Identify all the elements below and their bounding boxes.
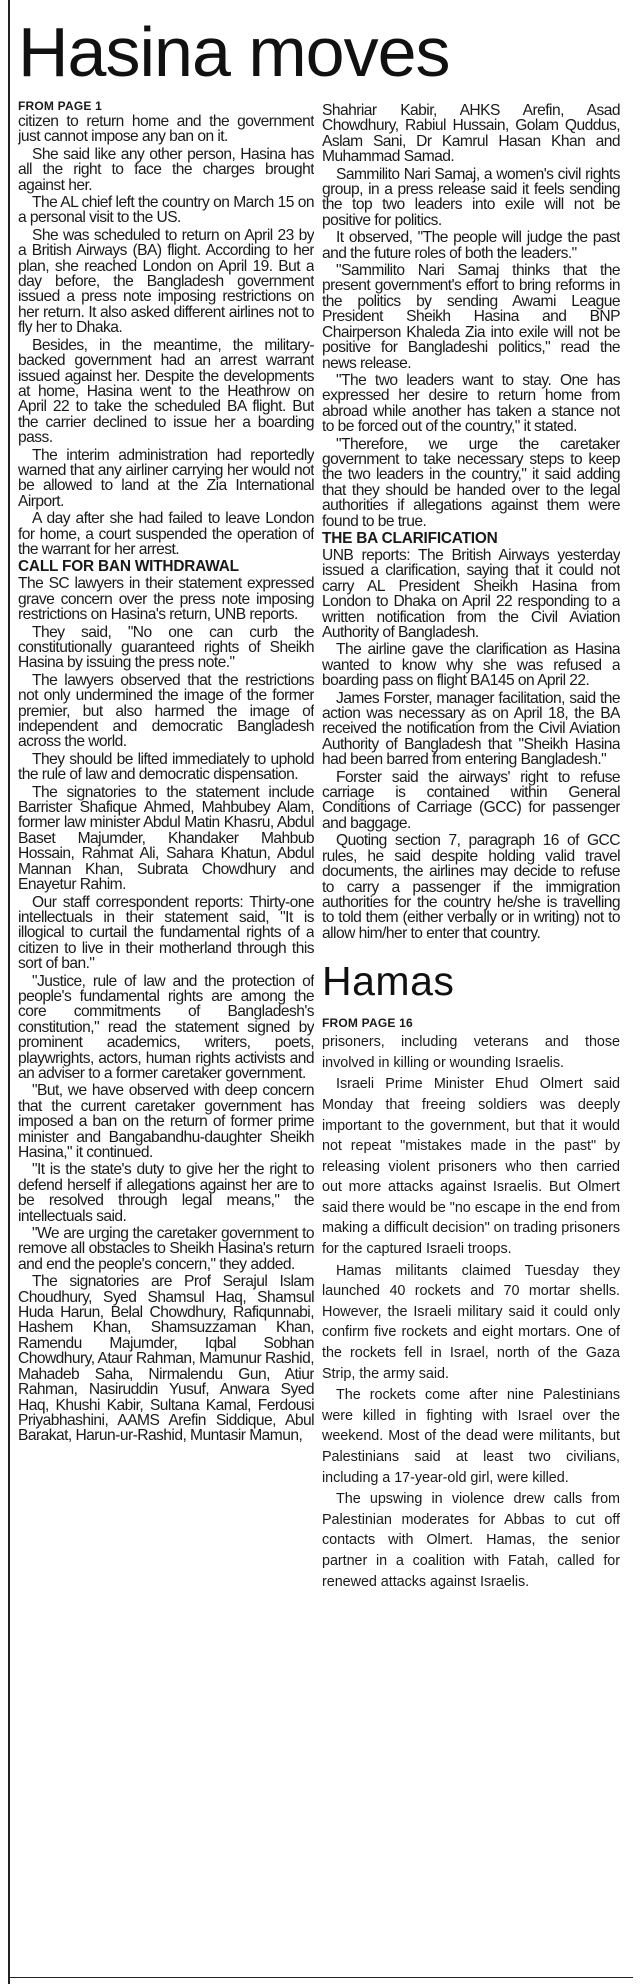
paragraph: "Therefore, we urge the caretaker government to take necessary steps to keep the two leaders in the country," it said adding that they should be handed over to the legal authorities if allegations against them were found to be true. (322, 435, 620, 530)
paragraph: Our staff correspondent reports: Thirty-one intellectuals in their statement said, "It is illogical to curtail the fundamental rights of a citizen to live in their motherland through this sort of ban." (18, 893, 314, 973)
paragraph: "Justice, rule of law and the protection of people's fundamental rights are among the core commitments of Bangladesh's constitution," read the statement signed by prominent academics, writers, poets, playwrights, actors, human rights activists and an adviser to a former caretaker government. (18, 972, 314, 1082)
paragraph: prisoners, including veterans and those involved in killing or wounding Israelis. (322, 1034, 620, 1071)
left-column (18, 98, 314, 1978)
paragraph: The SC lawyers in their statement expressed grave concern over the press note imposing restrictions on Hasina's return, UNB reports. (18, 575, 314, 624)
paragraph: The upswing in violence drew calls from Palestinian moderates for Abbas to cut off contacts with Olmert. Hamas, the senior partner in a coalition with Fatah, called for renewed attacks against Israelis. (322, 1491, 620, 1590)
hamas-headline: Hamas (322, 958, 455, 1005)
paragraph: They said, "No one can curb the constitutionally guaranteed rights of Sheikh Hasina by issuing the press note." (18, 623, 314, 672)
paragraph: "But, we have observed with deep concern that the current caretaker government has imposed a ban on the return of former prime minister and Bangabandhu-daughter Sheikh Hasina," it continued. (18, 1082, 314, 1161)
paragraph: A day after she had failed to leave London for home, a court suspended the operation of the warrant for her arrest. (18, 510, 314, 558)
paragraph: UNB reports: The British Airways yesterday issued a clarification, saying that it could not carry AL President Sheikh Hasina from London to Dhaka on April 22 responding to a written notification from the Civil Aviation Authority of Bangladesh. (322, 546, 620, 641)
paragraph: The airline gave the clarification as Hasina wanted to know why she was refused a boarding pass on flight BA145 on April 22. (322, 641, 620, 690)
right-column (322, 103, 620, 1983)
bottom-rule (8, 1977, 633, 1978)
paragraph: "Sammilito Nari Samaj thinks that the present government's effort to bring reforms in the politics by sending Awami League President Sheikh Hasina and BNP Chairperson Khaleda Zia into exile will not be positive for Bangladeshi politics," read the news release. (322, 262, 620, 372)
paragraph: They should be lifted immediately to uphold the rule of law and democratic dispensation. (18, 750, 314, 784)
jump-line: FROM PAGE 16 (322, 1016, 413, 1031)
paragraph: "We are urging the caretaker government to remove all obstacles to Sheikh Hasina's return and end the people's concern," they added. (18, 1225, 314, 1273)
paragraph: Shahriar Kabir, AHKS Arefin, Asad Chowdhury, Rabiul Hussain, Golam Quddus, Aslam Sani, Dr Kamrul Hasan Khan and Muhammad Samad. (322, 103, 620, 166)
paragraph: It observed, "The people will judge the past and the future roles of both the leaders." (322, 229, 620, 262)
hamas-article-body (322, 1015, 620, 1592)
paragraph: Hamas militants claimed Tuesday they launched 40 rockets and 70 mortar shells. However, the Israeli military said it could only confirm five rockets and eight mortars. One of the rockets fell in Israel, north of the Gaza Strip, the army said. (322, 1262, 620, 1382)
article-headline: Hasina moves (18, 13, 450, 91)
paragraph: Quoting section 7, paragraph 16 of GCC rules, he said despite holding valid travel documents, the airlines may decide to refuse to carry a passenger if the immigration authorities for the country he/she is travelling to told them (either verbally or in writing) not to allow him/her to enter that country. (322, 832, 620, 942)
paragraph: She said like any other person, Hasina has all the right to face the charges brought against her. (18, 145, 314, 194)
paragraph: The signatories are Prof Serajul Islam Choudhury, Syed Shamsul Haq, Shamsul Huda Harun, Belal Chowdhury, Rafiqunnabi, Hashem Khan, Shamsuzzaman Khan, Ramendu Majumder, Iqbal Sobhan Chowdhury, Ataur Rahman, Mamunur Rashid, Mahadeb Saha, Nirmalendu Gun, Atiur Rahman, Nasiruddin Yusuf, Anwara Syed Haq, Khushi Kabir, Sultana Kamal, Ferdousi Priyabhashini, AAMS Arefin Siddique, Abul Barakat, Harun-ur-Rashid, Muntasir Mamun, (18, 1273, 314, 1445)
section-subhead: CALL FOR BAN WITHDRAWAL (18, 558, 239, 576)
paragraph: The rockets come after nine Palestinians were killed in fighting with Israel over the weekend. Most of the dead were militants, but Palestinians said at least two civilians, including a 17-year-old girl, were killed. (322, 1387, 620, 1486)
paragraph: "It is the state's duty to give her the right to defend herself if allegations against her are to be resolved through legal means," the intellectuals said. (18, 1161, 314, 1225)
paragraph: Israeli Prime Minister Ehud Olmert said Monday that freeing soldiers was deeply important to the government, but that it would not repeat "mistakes made in the past" by releasing violent prisoners who then carried out more attacks against Israelis. But Olmert said there would be "no escape in the end from making a difficult decision" on trading prisoners for the captured Israeli troops. (322, 1076, 620, 1258)
paragraph: The interim administration had reportedly warned that any airliner carrying her would not be allowed to land at the Zia International Airport. (18, 446, 314, 510)
paragraph: citizen to return home and the government just cannot impose any ban on it. (18, 113, 314, 146)
paragraph: "The two leaders want to stay. One has expressed her desire to return home from abroad while another has taken a stance not to be forced out of the country," it stated. (322, 371, 620, 436)
jump-line: FROM PAGE 1 (18, 99, 102, 113)
paragraph: The AL chief left the country on March 15 on a personal visit to the US. (18, 194, 314, 227)
section-subhead: THE BA CLARIFICATION (322, 529, 498, 547)
paragraph: James Forster, manager facilitation, said the action was necessary as on April 18, the BA received the notification from the Civil Aviation Authority of Bangladesh that "Sheikh Hasina had been barred from entering Bangladesh." (322, 689, 620, 769)
paragraph: She was scheduled to return on April 23 by a British Airways (BA) flight. According to her plan, she reached London on April 19. But a day before, the Bangladesh government issued a press note imposing restrictions on her return. It also asked different airlines not to fly her to Dhaka. (18, 226, 314, 337)
paragraph: Besides, in the meantime, the military-backed government had an arrest warrant issued against her. Despite the developments at home, Hasina went to the Heathrow on April 22 to take the scheduled BA flight. But the carrier declined to issue her a boarding pass. (18, 336, 314, 447)
paragraph: The signatories to the statement include Barrister Shafique Ahmed, Mahbubey Alam, former law minister Abdul Matin Khasru, Abdul Baset Majumder, Khandaker Mahbub Hossain, Rahmat Ali, Sahara Khatun, Abdul Mannan Khan, Subrata Chowdhury and Enayetur Rahim. (18, 783, 314, 894)
paragraph: Forster said the airways' right to refuse carriage is contained within General Conditions of Carriage (GCC) for passenger and baggage. (322, 768, 620, 832)
paragraph: Sammilito Nari Samaj, a women's civil rights group, in a press release said it feels sending the top two leaders into exile will not be positive for politics. (322, 165, 620, 229)
column-rule (8, 0, 10, 1984)
paragraph: The lawyers observed that the restrictions not only undermined the image of the former premier, but also harmed the image of independent and democratic Bangladesh across the world. (18, 671, 314, 751)
